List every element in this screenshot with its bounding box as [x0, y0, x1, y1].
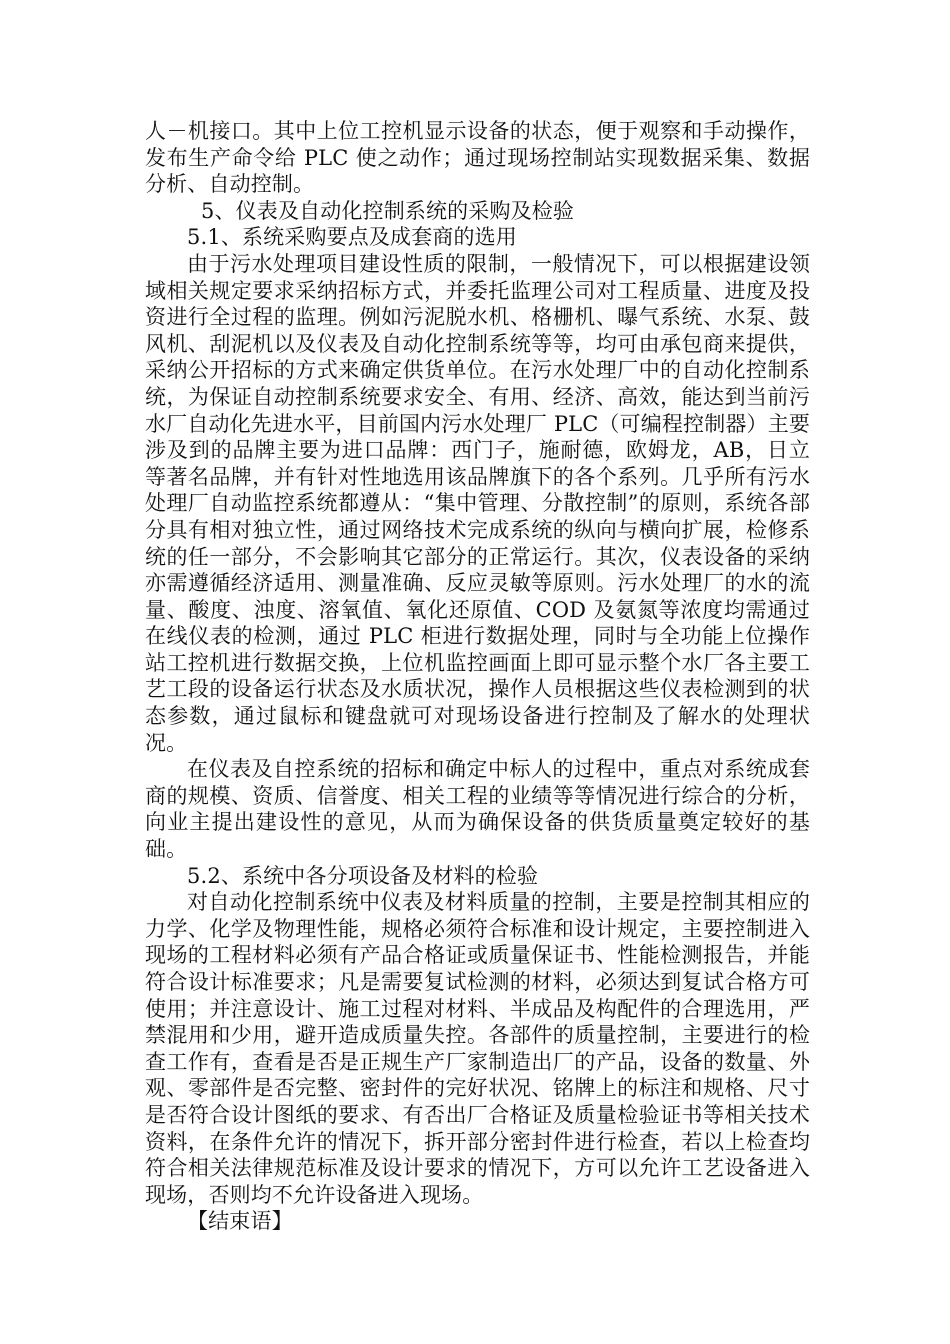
continued-paragraph: 人－机接口。其中上位工控机显示设备的状态，便于观察和手动操作，发布生产命令给 PLC 使之动作；通过现场控制站实现数据采集、数据分析、自动控制。 [145, 119, 810, 197]
section-5-2-heading: 5.2、系统中各分项设备及材料的检验 [187, 863, 539, 888]
section-5-heading: 5、仪表及自动化控制系统的采购及检验 [201, 198, 575, 223]
section-5-1-paragraph-2: 在仪表及自控系统的招标和确定中标人的过程中，重点对系统成套商的规模、资质、信誉度、相关工程的业绩等等情况进行综合的分析，向业主提出建设性的意见，从而为确保设备的供货质量奠定较好的基础。 [145, 757, 810, 862]
section-5-1-heading: 5.1、系统采购要点及成套商的选用 [187, 225, 517, 250]
section-5-2-paragraph-1: 对自动化控制系统中仪表及材料质量的控制，主要是控制其相应的力学、化学及物理性能，规格必须符合标准和设计规定，主要控制进入现场的工程材料必须有产品合格证或质量保证书、性能检测报告，并能符合设计标准要求；凡是需要复试检测的材料，必须达到复试合格方可使用；并注意设计、施工过程对材料、半成品及构配件的合理选用，严禁混用和少用，避开造成质量失控。各部件的质量控制，主要进行的检查工作有，查看是否是正规生产厂家制造出厂的产品，设备的数量、外观、零部件是否完整、密封件的完好状况、铭牌上的标注和规格、尺寸是否符合设计图纸的要求、有否出厂合格证及质量检验证书等相关技术资料，在条件允许的情况下，拆开部分密封件进行检查，若以上检查均符合相关法律规范标准及设计要求的情况下，方可以允许工艺设备进入现场，否则均不允许设备进入现场。 [145, 890, 810, 1207]
section-5-1-paragraph-1: 由于污水处理项目建设性质的限制，一般情况下，可以根据建设领域相关规定要求采纳招标方式，并委托监理公司对工程质量、进度及投资进行全过程的监理。例如污泥脱水机、格栅机、曝气系统、水泵、鼓风机、刮泥机以及仪表及自动化控制系统等等，均可由承包商来提供，采纳公开招标的方式来确定供货单位。在污水处理厂中的自动化控制系统，为保证自动控制系统要求安全、有用、经济、高效，能达到当前污水厂自动化先进水平，目前国内污水处理厂 PLC（可编程控制器）主要涉及到的品牌主要为进口品牌：西门子，施耐德，欧姆龙，AB，日立等著名品牌，并有针对性地选用该品牌旗下的各个系列。几乎所有污水处理厂自动监控系统都遵从：“集中管理、分散控制”的原则，系统各部分具有相对独立性，通过网络技术完成系统的纵向与横向扩展，检修系统的任一部分，不会影响其它部分的正常运行。其次，仪表设备的采纳亦需遵循经济适用、测量准确、反应灵敏等原则。污水处理厂的水的流量、酸度、浊度、溶氧值、氧化还原值、COD 及氨氮等浓度均需通过在线仪表的检测，通过 PLC 柜进行数据处理，同时与全功能上位操作站工控机进行数据交换，上位机监控画面上即可显示整个水厂各主要工艺工段的设备运行状态及水质状况，操作人员根据这些仪表检测到的状态参数，通过鼠标和键盘就可对现场设备进行控制及了解水的处理状况。 [145, 251, 810, 755]
conclusion-heading: 【结束语】 [187, 1209, 293, 1234]
document-page [145, 118, 810, 1235]
